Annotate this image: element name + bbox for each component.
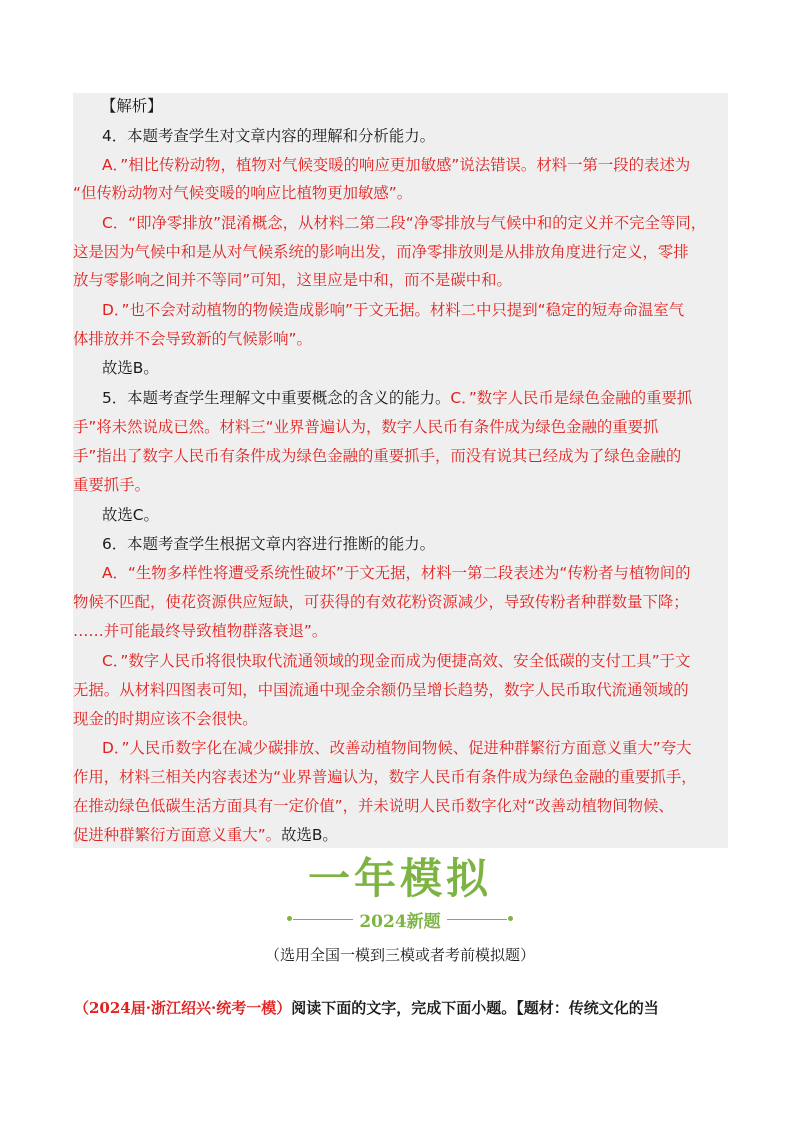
q6-option-c-line2: 无据。从材料四图表可知，中国流通中现金余额仍呈增长趋势，数字人民币取代流通领域的 [73,681,689,699]
source-line [74,997,659,1018]
q5-stem: 5．本题考查学生理解文中重要概念的含义的能力。 [102,389,451,407]
q4-option-c-line1: C．“即净零排放”混淆概念，从材料二第二段“净零排放与气候中和的定义并不完全等同， [102,214,707,232]
q6-option-d-line1: D．”人民币数字化在减少碳排放、改善动植物间物候、促进种群繁衍方面意义重大”夸大 [102,739,692,757]
q6-answer: 故选B。 [281,826,338,844]
q4-option-a-line2: “但传粉动物对气候变暖的响应比植物更加敏感”。 [73,184,413,202]
source-tag: （2024届·浙江绍兴·统考一模） [74,999,292,1017]
q4-stem: 4．本题考查学生对文章内容的理解和分析能力。 [102,127,435,145]
q5-line3: 手”指出了数字人民币有条件成为绿色金融的重要抓手，而没有说其已经成为了绿色金融的 [73,447,682,465]
section-subtitle-row [0,905,800,933]
source-instruction: 阅读下面的文字，完成下面小题。【题材：传统文化的当 [291,999,659,1017]
subtitle-divider-left [293,919,353,920]
q4-option-d-line1: D．”也不会对动植物的物候造成影响”于文无据。材料二中只提到“稳定的短寿命温室气 [102,301,685,319]
analysis-header: 【解析】 [101,97,163,115]
q6-option-a-line1: A．“生物多样性将遭受系统性破坏”于文无据，材料一第二段表述为“传粉者与植物间的 [102,564,691,582]
q5-answer: 故选C。 [102,506,159,524]
subtitle-divider-right [447,919,507,920]
q6-option-a-line2: 物候不匹配，使花资源供应短缺，可获得的有效花粉资源减少，导致传粉者种群数量下降； [73,593,689,611]
q4-option-d-line2: 体排放并不会导致新的气候影响”。 [73,330,312,348]
section-title: 一年模拟 [307,854,492,903]
analysis-panel [73,93,728,848]
q5-line4: 重要抓手。 [73,476,150,494]
q4-option-a-line1: A．”相比传粉动物，植物对气候变暖的响应更加敏感”说法错误。材料一第一段的表述为 [102,156,691,174]
q6-stem: 6．本题考查学生根据文章内容进行推断的能力。 [102,535,435,553]
q5-line2: 手”将未然说成已然。材料三“业界普遍认为，数字人民币有条件成为绿色金融的重要抓 [73,418,659,436]
q6-option-c-line3: 现金的时期应该不会很快。 [73,710,258,728]
section-subtitle: 2024新题 [359,911,441,932]
q6-option-a-line3: ……并可能最终导致植物群落衰退”。 [73,622,328,640]
q6-option-d-line2: 作用，材料三相关内容表述为“业界普遍认为，数字人民币有条件成为绿色金融的重要抓手， [73,768,697,786]
q4-option-c-line2: 这是因为气候中和是从对气候系统的影响出发，而净零排放则是从排放角度进行定义，零排 [73,243,689,261]
section-note: （选用全国一模到三模或者考前模拟题） [264,946,535,964]
q4-answer: 故选B。 [102,359,159,377]
q5-line1 [102,387,692,409]
q6-option-d-line3: 在推动绿色低碳生活方面具有一定价值”，并未说明人民币数字化对“改善动植物间物候、 [73,797,674,815]
q5-option-c: C．”数字人民币是绿色金融的重要抓 [450,389,693,407]
q6-option-d-line4 [73,824,338,846]
q4-option-c-line3: 放与零影响之间并不等同”可知，这里应是中和，而不是碳中和。 [73,271,512,289]
q6-option-c-line1: C．”数字人民币将很快取代流通领域的现金而成为便捷高效、安全低碳的支付工具”于文 [102,652,691,670]
q6-option-d-end: 促进种群繁衍方面意义重大”。 [73,826,282,844]
